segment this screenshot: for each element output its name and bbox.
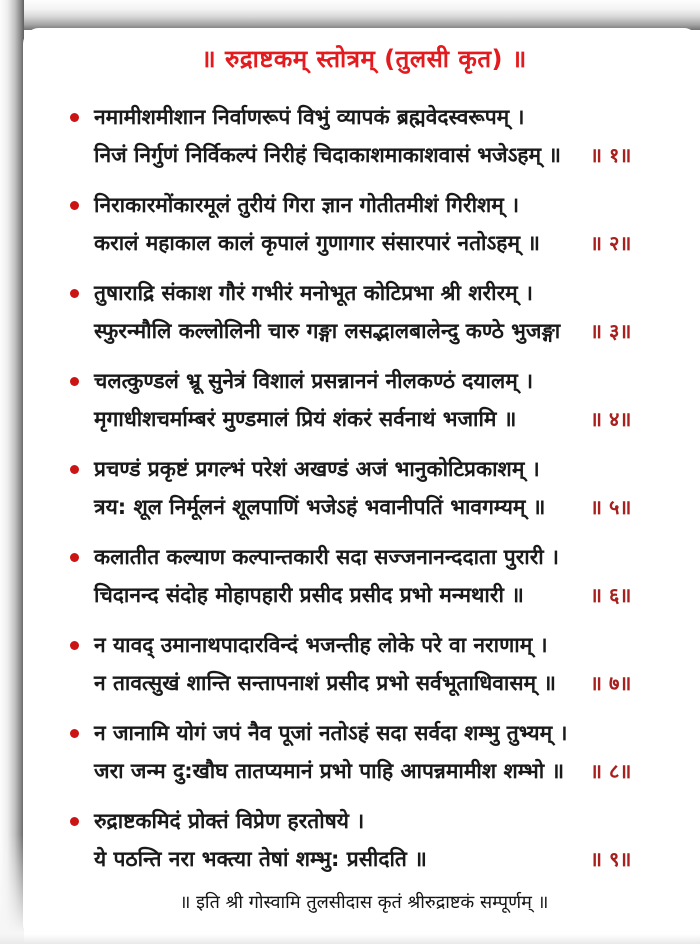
verse-line-2: जरा जन्म दु:खौघ तातप्यमानं प्रभो पाहि आपन्नमामीश शम्भो ॥ <box>94 759 565 783</box>
verse-line-2: चिदानन्द संदोह मोहापहारी प्रसीद प्रसीद प्रभो मन्मथारी ॥ <box>94 583 524 607</box>
verse-number: ॥ ७॥ <box>590 671 632 695</box>
verse-number: ॥ ९॥ <box>590 847 632 871</box>
verse-row <box>48 362 680 438</box>
verse-line-1: कलातीत कल्याण कल्पान्तकारी सदा सज्जनानन्ददाता पुरारी । <box>94 545 560 569</box>
verse-line-2: करालं महाकाल कालं कृपालं गुणागार संसारपारं नतोऽहम् ॥ <box>94 231 540 255</box>
bullet-icon <box>70 553 79 562</box>
verse-list <box>48 98 680 878</box>
bullet-icon <box>70 377 79 386</box>
verse-row <box>48 538 680 614</box>
page-title: ॥ रुद्राष्टकम् स्तोत्रम् (तुलसी कृत) ॥ <box>201 45 527 73</box>
verse-line-1: न यावद् उमानाथपादारविन्दं भजन्तीह लोके परे वा नराणाम् । <box>94 633 548 657</box>
verse-row <box>48 450 680 526</box>
verse-lines <box>94 626 582 702</box>
verse-number: ॥ २॥ <box>590 231 632 255</box>
verse-line-1: नमामीशमीशान निर्वाणरूपं विभुं व्यापकं ब्रह्मवेदस्वरूपम् । <box>94 105 525 129</box>
verse-lines <box>94 538 582 614</box>
stotram-page <box>23 28 698 934</box>
verse-line-1: निराकारमोंकारमूलं तुरीयं गिरा ज्ञान गोतीतमीशं गिरीशम् । <box>94 193 520 217</box>
verse-line-2: निजं निर्गुणं निर्विकल्पं निरीहं चिदाकाशमाकाशवासं भजेऽहम् ॥ <box>94 143 561 167</box>
verse-line-2: ये पठन्ति नरा भक्त्या तेषां शम्भु: प्रसीदति ॥ <box>94 847 427 871</box>
verse-lines <box>94 98 582 174</box>
verse-lines <box>94 450 582 526</box>
verse-number: ॥ ८॥ <box>590 759 632 783</box>
frame-top-bevel <box>0 0 700 30</box>
verse-line-1: चलत्कुण्डलं भ्रू सुनेत्रं विशालं प्रसन्नाननं नीलकण्ठं दयालम् । <box>94 369 534 393</box>
verse-row <box>48 626 680 702</box>
bullet-icon <box>70 729 79 738</box>
colophon-text: ॥ इति श्री गोस्वामि तुलसीदास कृतं श्रीरुद्राष्टकं सम्पूर्णम् ॥ <box>179 892 549 913</box>
frame-left-bevel <box>0 0 24 944</box>
verse-lines <box>94 714 582 790</box>
verse-line-2: मृगाधीशचर्माम्बरं मुण्डमालं प्रियं शंकरं सर्वनाथं भजामि ॥ <box>94 407 517 431</box>
verse-line-1: रुद्राष्टकमिदं प्रोक्तं विप्रेण हरतोषये । <box>94 809 365 833</box>
verse-line-2: न तावत्सुखं शान्ति सन्तापनाशं प्रसीद प्रभो सर्वभूताधिवासम् ॥ <box>94 671 556 695</box>
verse-number: ॥ ४॥ <box>590 407 632 431</box>
verse-line-1: न जानामि योगं जपं नैव पूजां नतोऽहं सदा सर्वदा शम्भु तुभ्यम् । <box>94 721 568 745</box>
verse-row <box>48 274 680 350</box>
frame-left-fade <box>0 834 24 944</box>
verse-line-2: स्फुरन्मौलि कल्लोलिनी चारु गङ्गा लसद्भालबालेन्दु कण्ठे भुजङ्गा <box>94 319 561 343</box>
verse-row <box>48 802 680 878</box>
verse-row <box>48 186 680 262</box>
verse-row <box>48 98 680 174</box>
verse-line-1: तुषाराद्रि संकाश गौरं गभीरं मनोभूत कोटिप्रभा श्री शरीरम् । <box>94 281 534 305</box>
bullet-icon <box>70 465 79 474</box>
verse-number: ॥ १॥ <box>590 143 632 167</box>
verse-lines <box>94 362 582 438</box>
bullet-icon <box>70 817 79 826</box>
verse-lines <box>94 186 582 262</box>
verse-line-1: प्रचण्डं प्रकृष्टं प्रगल्भं परेशं अखण्डं अजं भानुकोटिप्रकाशम् । <box>94 457 540 481</box>
verse-number: ॥ ६॥ <box>590 583 632 607</box>
bullet-icon <box>70 289 79 298</box>
verse-row <box>48 714 680 790</box>
bullet-icon <box>70 113 79 122</box>
frame-bottom-edge <box>0 934 700 944</box>
bullet-icon <box>70 201 79 210</box>
verse-lines <box>94 802 582 878</box>
verse-number: ॥ ५॥ <box>590 495 632 519</box>
verse-lines <box>94 274 582 350</box>
bullet-icon <box>70 641 79 650</box>
verse-line-2: त्रय: शूल निर्मूलनं शूलपाणिं भजेऽहं भवानीपतिं भावगम्यम् ॥ <box>94 495 546 519</box>
verse-number: ॥ ३॥ <box>590 319 632 343</box>
